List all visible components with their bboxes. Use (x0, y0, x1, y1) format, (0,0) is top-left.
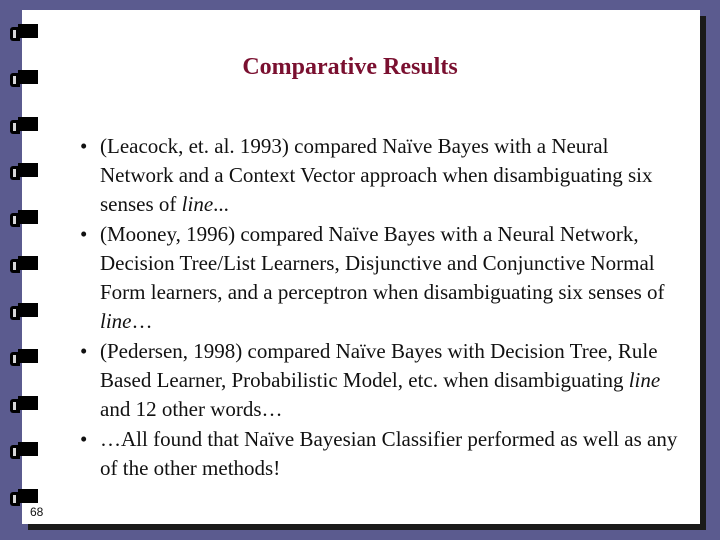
bullet-text: (Pedersen, 1998) compared Naïve Bayes with Decision Tree, Rule Based Learner, Probabilistic Model, etc. when disambiguating (100, 339, 658, 392)
binder-ring-icon (10, 396, 38, 414)
slide-title: Comparative Results (242, 54, 458, 80)
binder-ring-icon (10, 256, 38, 274)
bullet-item (78, 220, 678, 336)
bullet-item (78, 425, 678, 483)
binder-ring-icon (10, 117, 38, 135)
bullet-emphasis: line (628, 368, 661, 392)
bullet-text-end: and 12 other words… (100, 397, 283, 421)
bullet-item (78, 337, 678, 424)
bullet-text-end: ... (213, 192, 229, 216)
bullet-item (78, 132, 678, 219)
bullet-icon: • (80, 339, 88, 363)
page-number: 68 (30, 505, 44, 519)
bullet-text: (Leacock, et. al. 1993) compared Naïve Bayes with a Neural Network and a Context Vector approach when disambiguating six senses of (100, 134, 653, 216)
bullet-icon: • (80, 134, 88, 158)
bullet-text: (Mooney, 1996) compared Naïve Bayes with a Neural Network, Decision Tree/List Learners, Disjunctive and Conjunctive Normal Form learners, and a perceptron when disambiguating six senses of (100, 222, 665, 304)
bullet-emphasis: line (100, 309, 132, 333)
bullet-icon: • (80, 427, 88, 451)
bullet-list (78, 132, 678, 484)
bullet-icon: • (80, 222, 88, 246)
bullet-text-end: … (131, 309, 153, 333)
binder-ring-icon (10, 24, 38, 42)
binder-ring-icon (10, 349, 38, 367)
binder-ring-icon (10, 303, 38, 321)
binder-ring-icon (10, 163, 38, 181)
bullet-text: …All found that Naïve Bayesian Classifier performed as well as any of the other methods! (100, 427, 678, 480)
binder-ring-icon (10, 210, 38, 228)
bullet-emphasis: line (181, 192, 214, 216)
binder-ring-icon (10, 442, 38, 460)
